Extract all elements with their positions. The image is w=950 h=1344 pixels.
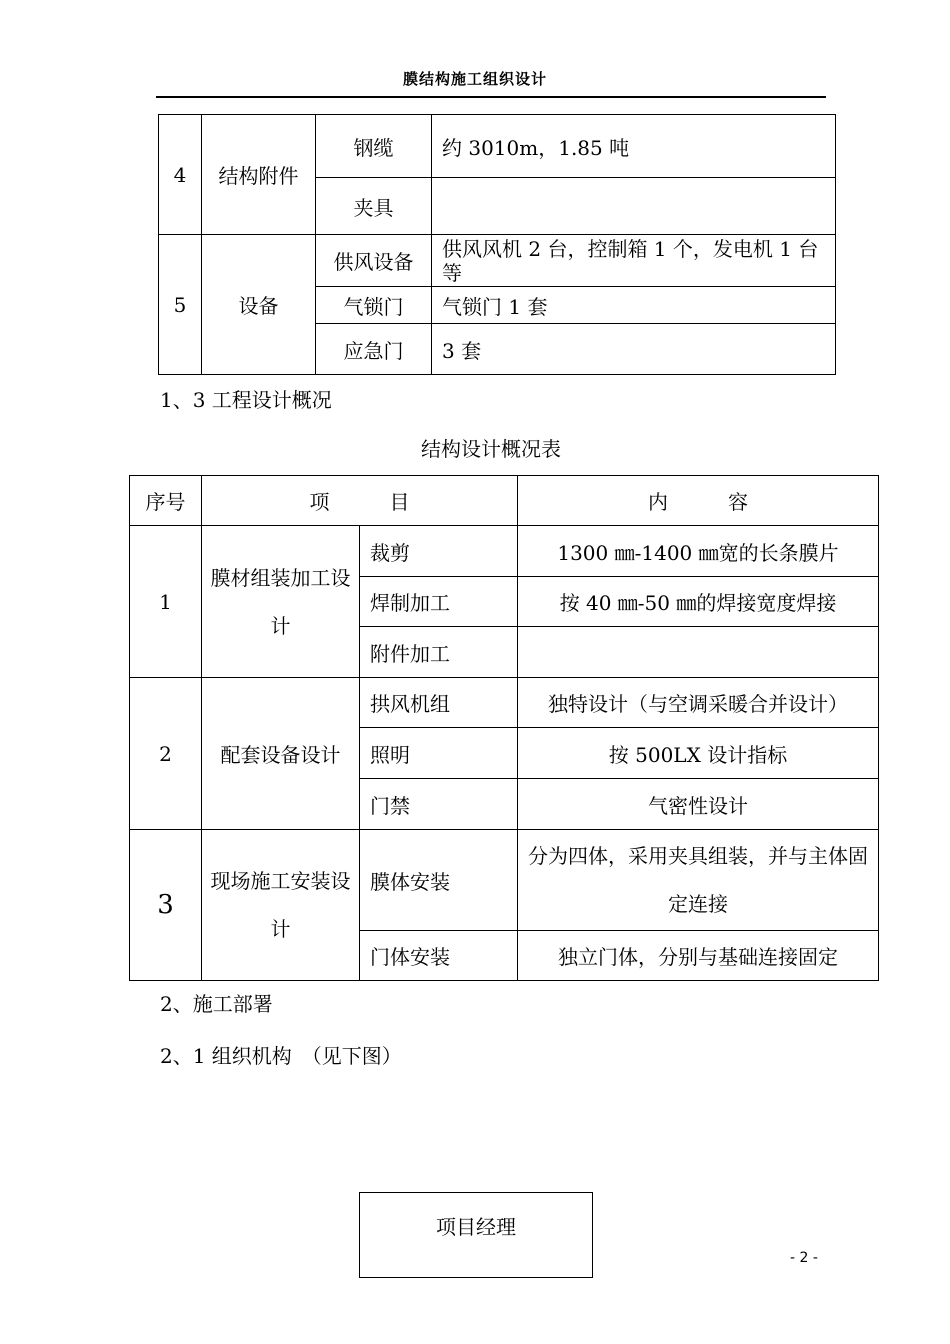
structure-design-table xyxy=(129,475,879,981)
sub-item-name: 裁剪 xyxy=(360,526,518,577)
section-heading-2-1: 2、1 组织机构 （见下图） xyxy=(160,1044,402,1068)
sub-item-name: 夹具 xyxy=(316,178,432,235)
page-number: - 2 - xyxy=(790,1250,818,1266)
sub-item-content: 按 40 ㎜-50 ㎜的焊接宽度焊接 xyxy=(518,577,879,627)
sub-item-content xyxy=(518,627,879,678)
item-name: 设备 xyxy=(202,235,316,375)
sub-item-name: 气锁门 xyxy=(316,287,432,324)
sub-item-content xyxy=(432,178,836,235)
sub-item-name: 焊制加工 xyxy=(360,577,518,627)
item-name: 现场施工安装设计 xyxy=(202,830,360,981)
table-row xyxy=(130,678,879,728)
table-header-row xyxy=(130,476,879,526)
item-name: 结构附件 xyxy=(202,115,316,235)
sub-item-content: 按 500LX 设计指标 xyxy=(518,728,879,779)
sub-item-content: 独立门体，分别与基础连接固定 xyxy=(518,931,879,981)
table-row xyxy=(130,526,879,577)
header-divider xyxy=(156,96,826,98)
sub-item-name: 膜体安装 xyxy=(360,830,518,931)
sub-item-content: 独特设计（与空调采暖合并设计） xyxy=(518,678,879,728)
row-number: 1 xyxy=(130,526,202,678)
item-name: 配套设备设计 xyxy=(202,678,360,830)
row-number: 2 xyxy=(130,678,202,830)
section-heading-1-3: 1、3 工程设计概况 xyxy=(160,388,332,412)
header-content: 内 容 xyxy=(518,476,879,526)
page-header-title: 膜结构施工组织设计 xyxy=(402,70,547,88)
equipment-table xyxy=(158,114,836,375)
sub-item-name: 门体安装 xyxy=(360,931,518,981)
item-name: 膜材组装加工设计 xyxy=(202,526,360,678)
sub-item-name: 应急门 xyxy=(316,324,432,375)
table-row xyxy=(159,115,836,178)
sub-item-content: 约 3010m，1.85 吨 xyxy=(432,115,836,178)
sub-item-name: 钢缆 xyxy=(316,115,432,178)
sub-item-name: 照明 xyxy=(360,728,518,779)
sub-item-name: 门禁 xyxy=(360,779,518,830)
org-chart-project-manager-box xyxy=(359,1192,593,1278)
sub-item-content: 气锁门 1 套 xyxy=(432,287,836,324)
sub-item-content: 1300 ㎜-1400 ㎜宽的长条膜片 xyxy=(518,526,879,577)
header-no: 序号 xyxy=(130,476,202,526)
row-number: 5 xyxy=(159,235,202,375)
sub-item-content: 气密性设计 xyxy=(518,779,879,830)
org-box-label: 项目经理 xyxy=(436,1215,516,1239)
header-item: 项 目 xyxy=(202,476,518,526)
table-caption: 结构设计概况表 xyxy=(421,437,561,461)
table-row xyxy=(130,830,879,931)
row-number: 3 xyxy=(130,830,202,981)
sub-item-content: 3 套 xyxy=(432,324,836,375)
sub-item-name: 供风设备 xyxy=(316,235,432,287)
section-heading-2: 2、施工部署 xyxy=(160,992,273,1016)
row-number: 4 xyxy=(159,115,202,235)
sub-item-name: 拱风机组 xyxy=(360,678,518,728)
sub-item-content: 供风风机 2 台，控制箱 1 个，发电机 1 台等 xyxy=(432,235,836,287)
sub-item-content: 分为四体，采用夹具组装，并与主体固定连接 xyxy=(518,830,879,931)
sub-item-name: 附件加工 xyxy=(360,627,518,678)
table-row xyxy=(159,235,836,287)
